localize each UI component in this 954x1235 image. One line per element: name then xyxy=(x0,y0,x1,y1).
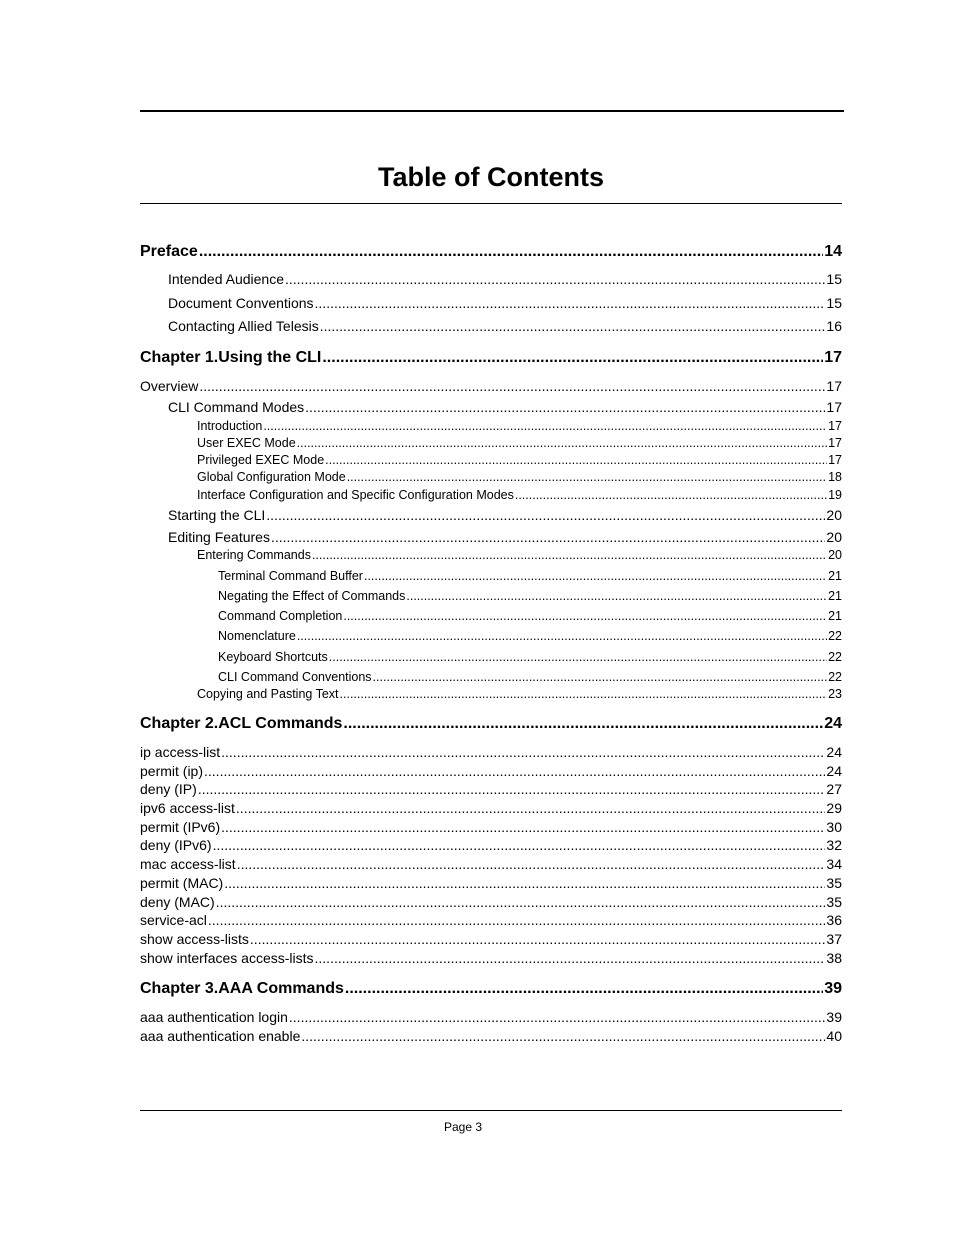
dot-leader xyxy=(347,470,827,484)
toc-entry[interactable] xyxy=(140,1009,842,1025)
toc-entry-page: 24 xyxy=(826,744,842,761)
toc-entry[interactable] xyxy=(140,931,842,947)
toc-entry-page: 35 xyxy=(826,875,842,892)
toc-entry[interactable] xyxy=(168,295,842,311)
toc-entry[interactable] xyxy=(140,243,842,261)
toc-entry-label: CLI Command Conventions xyxy=(218,669,372,684)
toc-entry-page: 17 xyxy=(826,378,842,395)
toc-entry-label: deny (MAC) xyxy=(140,894,215,911)
toc-entry[interactable] xyxy=(218,609,842,623)
toc-entry[interactable] xyxy=(168,529,842,545)
dot-leader xyxy=(297,629,827,643)
toc-entry-page: 18 xyxy=(828,469,842,484)
dot-leader xyxy=(305,399,825,415)
toc-entry-label: User EXEC Mode xyxy=(197,435,296,450)
toc-entry[interactable] xyxy=(197,436,842,450)
toc-entry[interactable] xyxy=(197,488,842,502)
toc-entry-label: Chapter 2.ACL Commands xyxy=(140,714,343,732)
dot-leader xyxy=(204,763,825,779)
dot-leader xyxy=(320,318,826,334)
toc-entry-label: Chapter 1.Using the CLI xyxy=(140,348,322,366)
toc-entry-page: 38 xyxy=(826,950,842,967)
toc-entry-page: 40 xyxy=(826,1028,842,1045)
dot-leader xyxy=(312,548,827,562)
toc-entry-page: 17 xyxy=(828,452,842,467)
toc-entry-page: 14 xyxy=(824,242,842,260)
dot-leader xyxy=(199,378,825,394)
toc-entry-page: 22 xyxy=(828,628,842,643)
toc-entry-page: 17 xyxy=(828,435,842,450)
toc-entry[interactable] xyxy=(168,271,842,287)
toc-entry-label: ipv6 access-list xyxy=(140,800,235,817)
dot-leader xyxy=(373,670,828,684)
toc-entry-label: Contacting Allied Telesis xyxy=(168,318,319,335)
toc-entry-label: Overview xyxy=(140,378,199,395)
toc-entry-page: 29 xyxy=(826,800,842,817)
dot-leader xyxy=(237,856,826,872)
page-number: Page 3 xyxy=(443,1120,483,1134)
dot-leader xyxy=(325,453,827,467)
toc-entry[interactable] xyxy=(197,548,842,562)
toc-entry-page: 36 xyxy=(826,912,842,929)
dot-leader xyxy=(329,650,827,664)
toc-entry-label: Introduction xyxy=(197,418,263,433)
toc-entry[interactable] xyxy=(140,980,842,998)
toc-entry-page: 17 xyxy=(824,348,842,366)
dot-leader xyxy=(322,349,823,367)
toc-entry-page: 22 xyxy=(828,649,842,664)
dot-leader xyxy=(285,271,825,287)
toc-entry[interactable] xyxy=(168,507,842,523)
toc-entry-label: Interface Configuration and Specific Configuration Modes xyxy=(197,487,514,502)
toc-entry[interactable] xyxy=(140,349,842,367)
dot-leader xyxy=(297,436,827,450)
toc-entry[interactable] xyxy=(218,670,842,684)
toc-entry[interactable] xyxy=(140,781,842,797)
toc-entry-page: 24 xyxy=(824,714,842,732)
toc-entry-label: permit (MAC) xyxy=(140,875,224,892)
toc-entry[interactable] xyxy=(140,912,842,928)
toc-entry-label: Command Completion xyxy=(218,608,343,623)
toc-entry-page: 35 xyxy=(826,894,842,911)
toc-entry-page: 21 xyxy=(828,608,842,623)
toc-entry-label: deny (IP) xyxy=(140,781,197,798)
toc-entry[interactable] xyxy=(140,800,842,816)
toc-entry[interactable] xyxy=(140,1028,842,1044)
toc-entry[interactable] xyxy=(218,629,842,643)
toc-entry[interactable] xyxy=(140,744,842,760)
toc-entry[interactable] xyxy=(140,819,842,835)
toc-entry[interactable] xyxy=(218,650,842,664)
toc-entry-label: permit (ip) xyxy=(140,763,204,780)
toc-entry-page: 15 xyxy=(826,271,842,288)
toc-entry-page: 27 xyxy=(826,781,842,798)
toc-entry-label: CLI Command Modes xyxy=(168,399,305,416)
dot-leader xyxy=(343,609,827,623)
dot-leader xyxy=(315,295,826,311)
toc-entry-label: Keyboard Shortcuts xyxy=(218,649,328,664)
toc-entry-label: Privileged EXEC Mode xyxy=(197,452,325,467)
toc-entry-page: 17 xyxy=(826,399,842,416)
toc-entry-page: 23 xyxy=(828,686,842,701)
toc-entry-page: 20 xyxy=(826,507,842,524)
toc-entry[interactable] xyxy=(218,589,842,603)
dot-leader xyxy=(199,243,823,261)
toc-entry-page: 20 xyxy=(826,529,842,546)
dot-leader xyxy=(263,419,827,433)
toc-entry-page: 17 xyxy=(828,418,842,433)
toc-entry-page: 24 xyxy=(826,763,842,780)
toc-entry[interactable] xyxy=(218,569,842,583)
toc-entry-label: Copying and Pasting Text xyxy=(197,686,339,701)
toc-entry[interactable] xyxy=(140,894,842,910)
toc-entry[interactable] xyxy=(197,470,842,484)
toc-entry-label: service-acl xyxy=(140,912,207,929)
toc-entry-page: 32 xyxy=(826,837,842,854)
toc-entry[interactable] xyxy=(140,950,842,966)
toc-entry[interactable] xyxy=(140,715,842,733)
toc-entry-page: 20 xyxy=(828,547,842,562)
dot-leader xyxy=(301,1028,825,1044)
dot-leader xyxy=(340,687,828,701)
toc-entry[interactable] xyxy=(168,399,842,415)
footer-rule xyxy=(140,1110,842,1111)
toc-entry-label: Intended Audience xyxy=(168,271,284,288)
dot-leader xyxy=(515,488,827,502)
dot-leader xyxy=(221,819,825,835)
dot-leader xyxy=(216,894,826,910)
toc-entry-label: show access-lists xyxy=(140,931,249,948)
dot-leader xyxy=(406,589,827,603)
dot-leader xyxy=(315,950,826,966)
toc-entry-label: permit (IPv6) xyxy=(140,819,221,836)
toc-entry-page: 19 xyxy=(828,487,842,502)
toc-entry[interactable] xyxy=(197,687,842,701)
toc-entry-label: Terminal Command Buffer xyxy=(218,568,363,583)
dot-leader xyxy=(364,569,827,583)
dot-leader xyxy=(198,781,826,797)
toc-entry[interactable] xyxy=(140,856,842,872)
dot-leader xyxy=(345,980,823,998)
dot-leader xyxy=(343,715,823,733)
toc-entry[interactable] xyxy=(140,837,842,853)
toc-entry-label: aaa authentication enable xyxy=(140,1028,301,1045)
dot-leader xyxy=(289,1009,826,1025)
toc-entry-page: 22 xyxy=(828,669,842,684)
toc-entry-label: Chapter 3.AAA Commands xyxy=(140,979,344,997)
dot-leader xyxy=(208,912,826,928)
toc-entry-label: Editing Features xyxy=(168,529,270,546)
toc-entry-label: Global Configuration Mode xyxy=(197,469,346,484)
dot-leader xyxy=(236,800,826,816)
dot-leader xyxy=(224,875,825,891)
toc-entry[interactable] xyxy=(140,763,842,779)
toc-entry-label: aaa authentication login xyxy=(140,1009,288,1026)
toc-entry[interactable] xyxy=(140,875,842,891)
toc-entry-page: 37 xyxy=(826,931,842,948)
toc-entry[interactable] xyxy=(140,378,842,394)
dot-leader xyxy=(266,507,825,523)
toc-entry-page: 21 xyxy=(828,568,842,583)
dot-leader xyxy=(221,744,825,760)
toc-entry-label: Nomenclature xyxy=(218,628,296,643)
toc-entry-label: deny (IPv6) xyxy=(140,837,212,854)
toc-entry-page: 34 xyxy=(826,856,842,873)
toc-entry-label: mac access-list xyxy=(140,856,236,873)
toc-entry[interactable] xyxy=(168,318,842,334)
toc-entry-page: 21 xyxy=(828,588,842,603)
toc-entry-page: 15 xyxy=(826,295,842,312)
dot-leader xyxy=(271,529,825,545)
toc-entry-label: ip access-list xyxy=(140,744,221,761)
toc-entry-label: Starting the CLI xyxy=(168,507,266,524)
toc-entry-page: 39 xyxy=(826,1009,842,1026)
toc-entry-page: 30 xyxy=(826,819,842,836)
toc-entry-label: Entering Commands xyxy=(197,547,311,562)
toc-entry-page: 16 xyxy=(826,318,842,335)
toc-entry-label: Negating the Effect of Commands xyxy=(218,588,406,603)
toc-entry-label: Preface xyxy=(140,242,198,260)
page-title: Table of Contents xyxy=(378,162,604,192)
toc-entry-label: Document Conventions xyxy=(168,295,314,312)
dot-leader xyxy=(213,837,826,853)
toc-entry[interactable] xyxy=(197,419,842,433)
dot-leader xyxy=(250,931,826,947)
toc-entry[interactable] xyxy=(197,453,842,467)
toc-entry-page: 39 xyxy=(824,979,842,997)
toc-entry-label: show interfaces access-lists xyxy=(140,950,314,967)
